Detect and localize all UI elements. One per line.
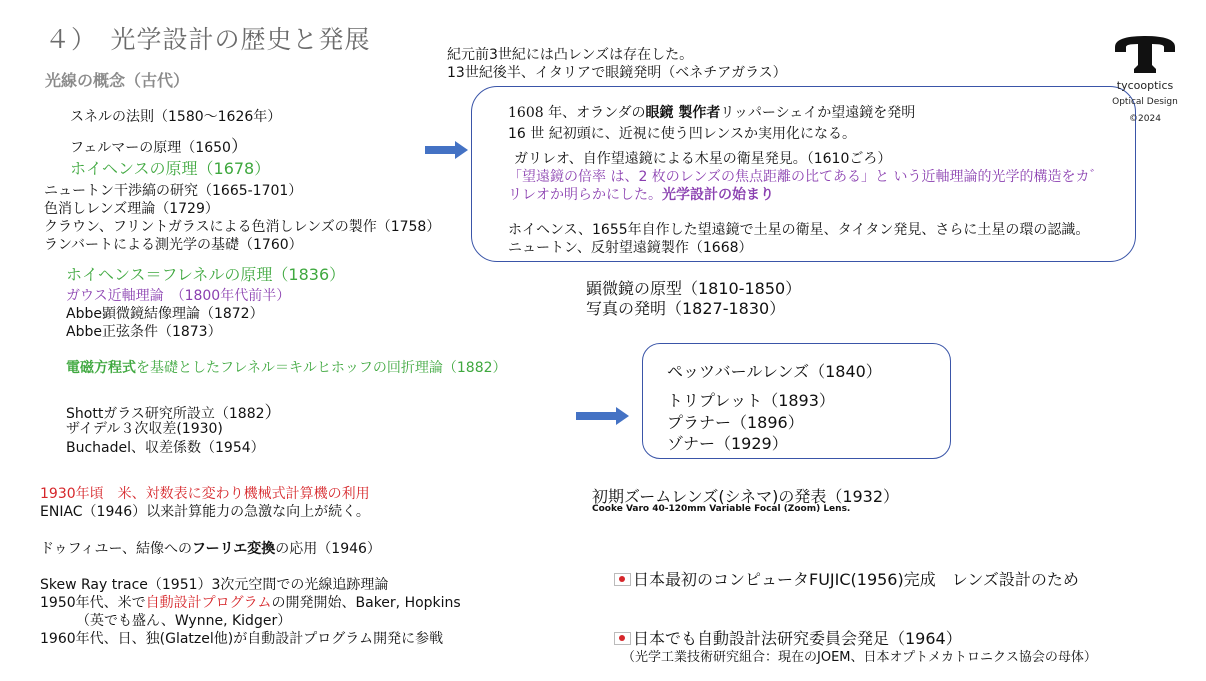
german-design: 1960年代、日、独(Glatzel他)が自動設計プログラム開発に参戦 [40, 631, 444, 647]
box1-line5-pre: リレオか明らかにした。 [508, 187, 662, 203]
gauss-paraxial: ガウス近軸理論 （1800年代前半） [66, 288, 291, 304]
box1-line1 [508, 102, 915, 122]
fujic-text: 日本最初のコンピュータFUJIC(1956)完成 レンズ設計のため [633, 570, 1079, 589]
fujic [614, 567, 1079, 590]
em-rest: を基礎としたフレネル＝キルヒホッフの回折理論（1882） [136, 360, 507, 376]
right-arrow-icon [425, 141, 469, 159]
japan-flag-icon [614, 573, 631, 586]
planar-lens: プラナー（1896） [667, 413, 804, 432]
lens-types-box [642, 343, 951, 459]
tycooptics-logo [1112, 33, 1178, 75]
auto-red: 自動設計プログラム [145, 595, 272, 611]
right-arrow-icon [576, 407, 630, 425]
abbe-imaging: Abbe顕微鏡結像理論（1872） [66, 306, 264, 322]
auto-design [40, 592, 461, 612]
huygens-principle: ホイヘンスの原理（1678） [70, 159, 271, 178]
uk-design: （英でも盛ん、Wynne, Kidger） [76, 613, 292, 629]
em-diffraction [66, 357, 507, 377]
committee-sub: （光学工業技術研究組合：現在のJOEM、日本オプトメカトロニクス協会の母体） [622, 650, 1097, 665]
logo-tagline: Optical Design [1112, 97, 1178, 107]
duffieux-post: の応用（1946） [275, 541, 381, 557]
bc-lens: 紀元前3世紀には凸レンズは存在した。 [447, 47, 694, 63]
petzval-lens: ペッツバールレンズ（1840） [667, 362, 882, 381]
crown-flint: クラウン、フリントガラスによる色消しレンズの製作（1758） [44, 219, 441, 235]
box1-line6: ホイヘンス、1655年自作した望遠鏡で土星の衛星、タイタン発見、さらに土星の環の認識。 [508, 222, 1090, 238]
microscope-prototype: 顕微鏡の原型（1810-1850） [586, 279, 802, 298]
sonnar-lens: ゾナー（1929） [667, 434, 788, 453]
fermat-principle [70, 132, 248, 157]
section-subtitle: 光線の概念（古代） [45, 71, 190, 90]
box1-line5 [508, 184, 774, 204]
committee-text: 日本でも自動設計法研究委員会発足（1964） [633, 629, 962, 648]
box1-line1-pre: 1608 年、オランダの [508, 105, 646, 121]
lambert-photometry: ランバートによる測光学の基礎（1760） [44, 237, 303, 253]
zoom-lens-title: 初期ズームレンズ(シネマ)の発表（1932） [592, 487, 900, 506]
logo-name: tycooptics [1116, 79, 1174, 92]
auto-pre: 1950年代、米で [40, 595, 146, 611]
duffieux-pre: ドゥフィユー、結像への [40, 541, 192, 557]
page-title: ４） 光学設計の歴史と発展 [45, 25, 371, 54]
box1-line7: ニュートン、反射望遠鏡製作（1668） [508, 240, 753, 256]
skew-ray: Skew Ray trace（1951）3次元空間での光線追跡理論 [40, 577, 389, 593]
newton-research: ニュートン干渉縞の研究（1665-1701） [44, 183, 303, 199]
seidel-aberration: ザイデル３次収差(1930) [66, 421, 223, 437]
buchadel-coefficient: Buchadel、収差係数（1954） [66, 440, 265, 456]
box1-line5-bold: 光学設計の始まり [662, 187, 774, 203]
snell-law: スネルの法則（1580〜1626年） [70, 109, 282, 125]
glasses-13c: 13世紀後半、イタリアで眼鏡発明（ベネチアガラス） [447, 65, 787, 81]
triplet-lens: トリプレット（1893） [667, 391, 835, 410]
box1-line4: 「望遠鏡の倍率 は、2 枚のレンズの焦点距離の比てある」と いう近軸理論的光学的構造をカ゛ [508, 169, 1104, 185]
duffieux [40, 538, 381, 558]
achromat-theory: 色消しレンズ理論（1729） [44, 201, 219, 217]
schott-paren: ） [264, 403, 282, 423]
telescope-history-box [471, 86, 1136, 262]
box1-line3: ガリレオ、自作望遠鏡による木星の衛星発見。（1610ごろ） [514, 151, 892, 167]
schott-text: Shottガラス研究所設立（1882 [66, 406, 265, 422]
box1-line2: 16 世 紀初頭に、近視に使う凹レンスか実用化になる。 [508, 126, 856, 142]
zoom-lens-sub: Cooke Varo 40-120mm Variable Focal (Zoom) Lens. [592, 504, 851, 514]
calc-1930: 1930年頃 米、対数表に変わり機械式計算機の利用 [40, 486, 370, 502]
em-bold: 電磁方程式 [66, 360, 136, 376]
huygens-fresnel: ホイヘンス＝フレネルの原理（1836） [66, 265, 346, 284]
fermat-text: フェルマーの原理（1650 [70, 140, 231, 156]
eniac: ENIAC（1946）以来計算能力の急激な向上が続く。 [40, 504, 370, 520]
japan-flag-icon [614, 632, 631, 645]
fermat-paren: ） [230, 137, 248, 157]
auto-post: の開発開始、Baker, Hopkins [271, 595, 461, 611]
abbe-sine: Abbe正弦条件（1873） [66, 324, 222, 340]
box1-line1-post: リッパーシェイか望遠鏡を発明 [720, 105, 916, 121]
duffieux-bold: フーリエ変換 [191, 541, 276, 557]
box1-line1-bold: 眼鏡 製作者 [645, 105, 721, 121]
photo-invention: 写真の発明（1827-1830） [586, 299, 786, 318]
logo-year: ©2024 [1129, 114, 1161, 124]
